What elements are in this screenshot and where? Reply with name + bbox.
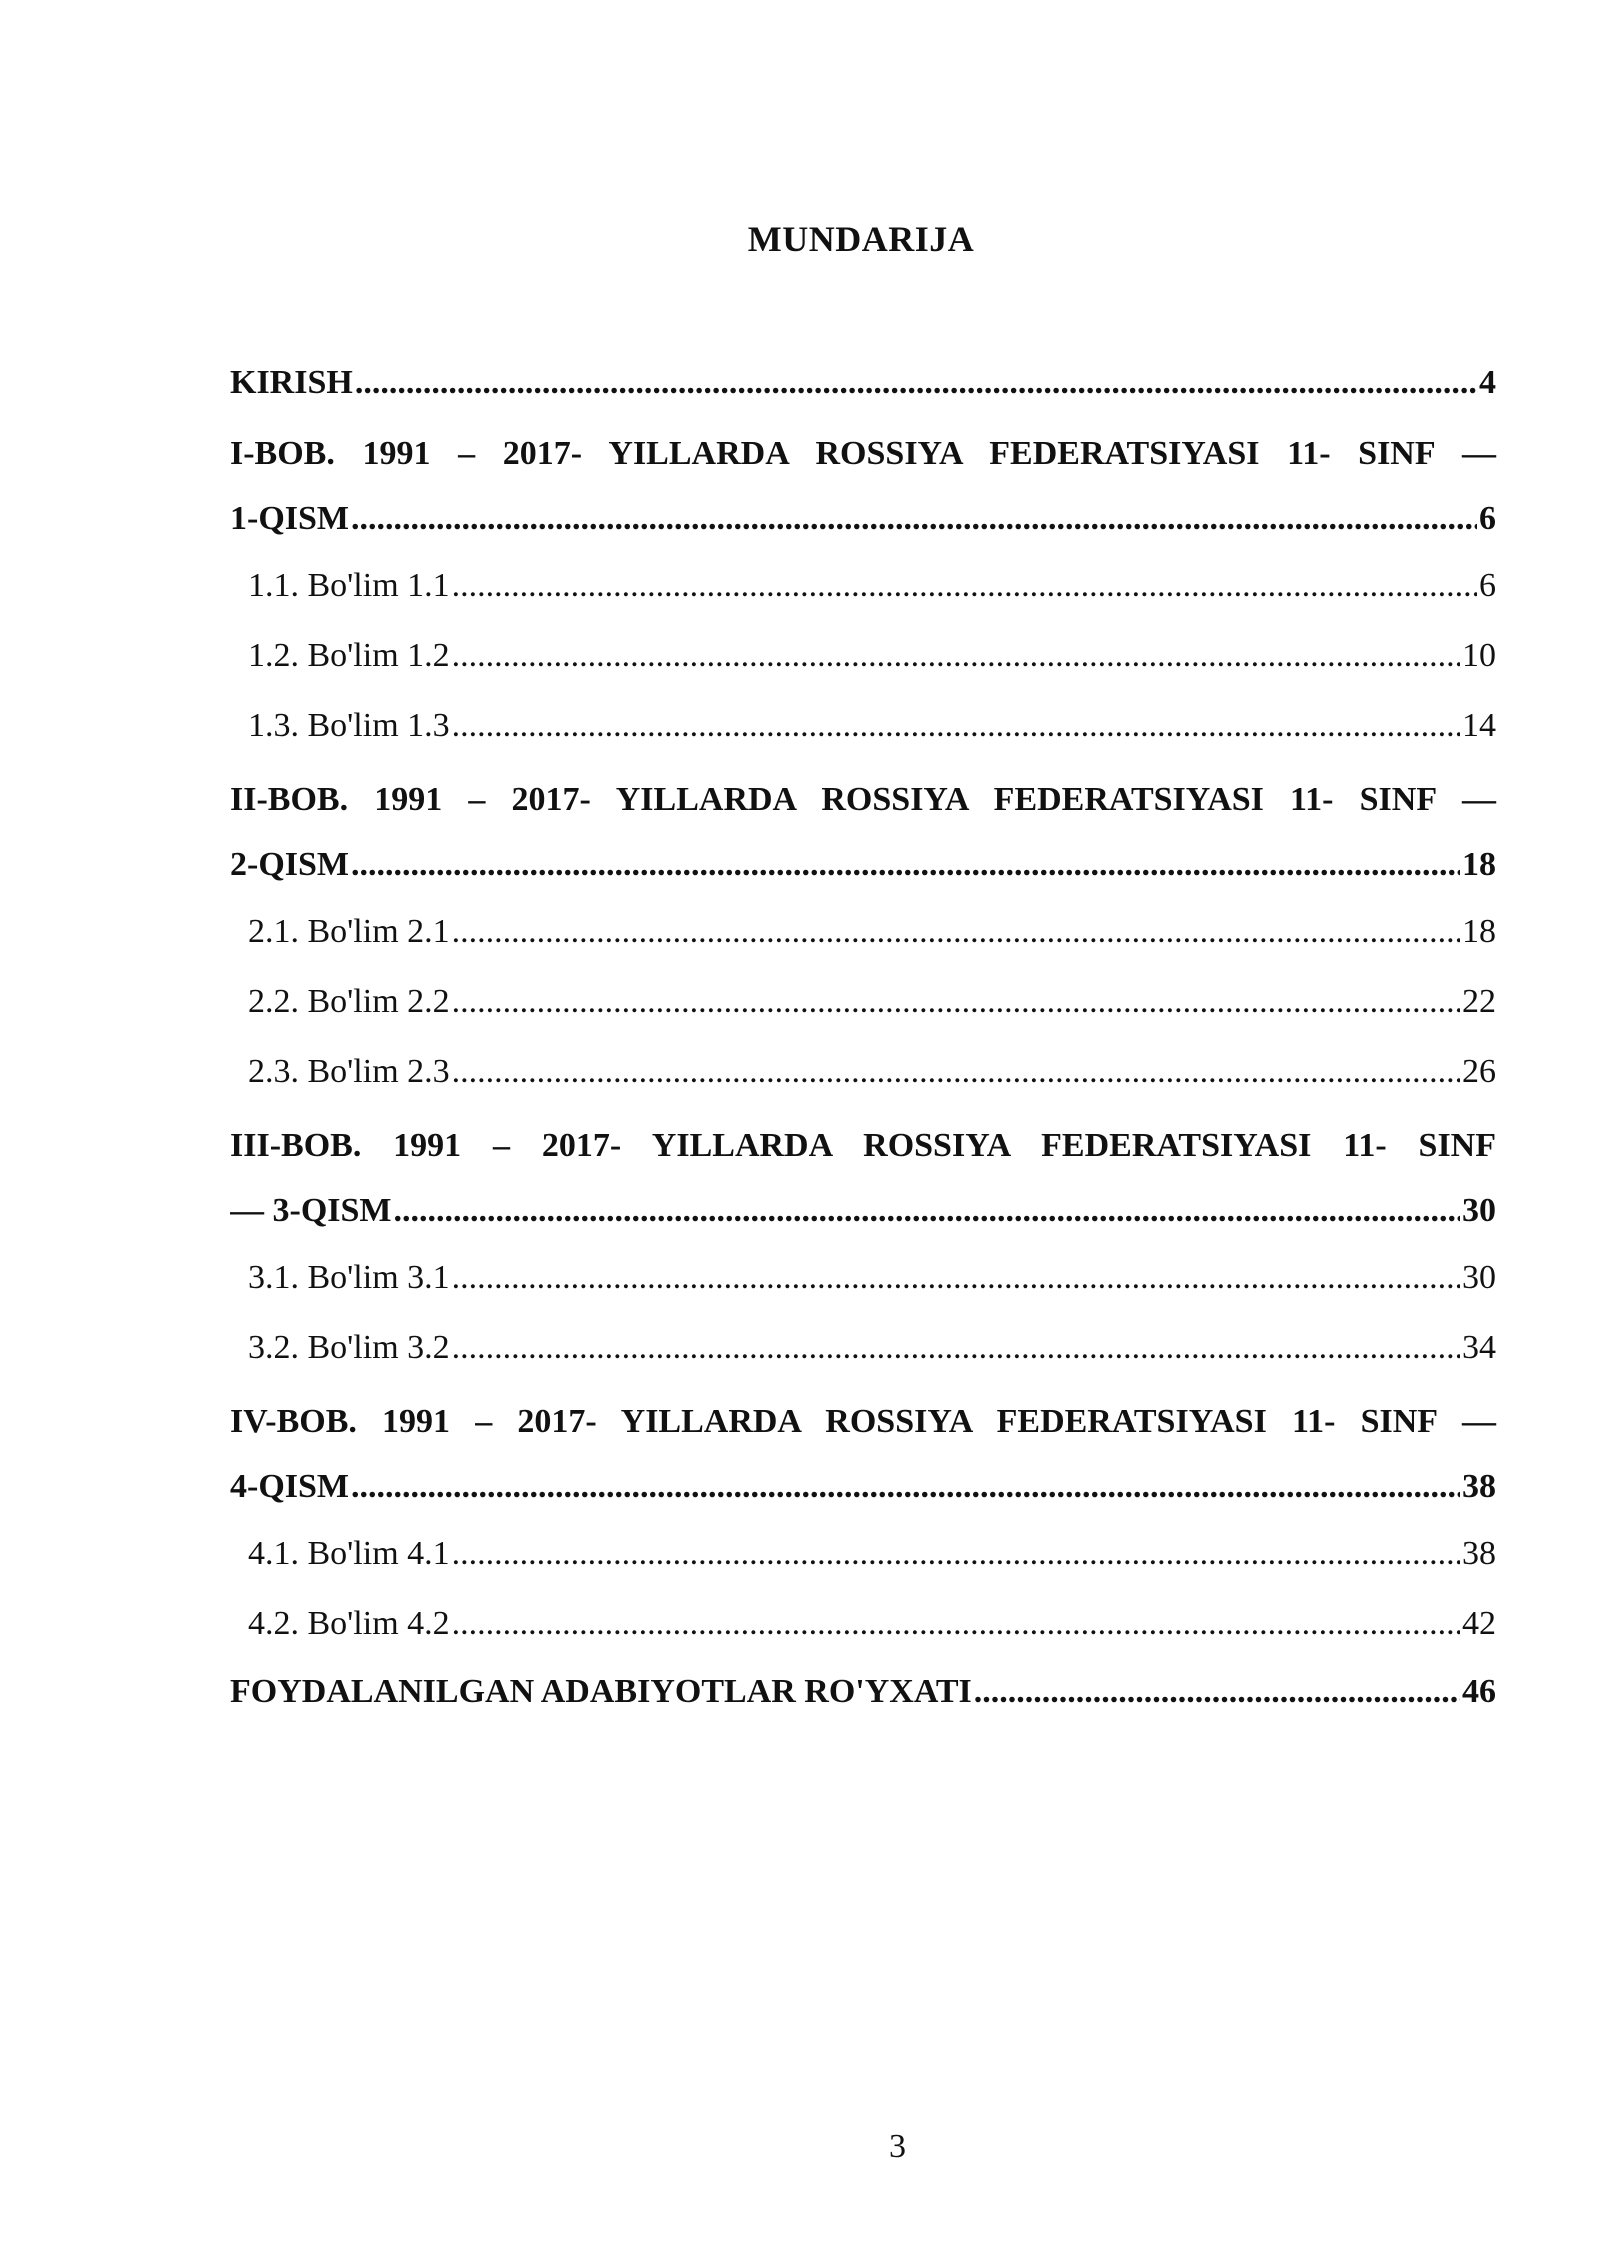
dot-leader xyxy=(452,1243,1460,1313)
toc-entry-page: 38 xyxy=(1462,1535,1496,1572)
chapter-title-continuation xyxy=(230,486,1496,551)
toc-entry-label: 1.3. Bo'lim 1.3 xyxy=(248,707,450,744)
toc-section-2-3[interactable] xyxy=(230,1037,1496,1107)
table-of-contents xyxy=(230,350,1496,1724)
chapter-title-continuation xyxy=(230,1454,1496,1519)
toc-section-3-2[interactable] xyxy=(230,1313,1496,1383)
toc-chapter-3[interactable] xyxy=(230,1113,1496,1243)
toc-section-1-2[interactable] xyxy=(230,621,1496,691)
chapter-title-line: I-BOB. 1991 – 2017- YILLARDA ROSSIYA FEDERATSIYASI 11- SINF — xyxy=(230,435,1496,472)
chapter-title-line: IV-BOB. 1991 – 2017- YILLARDA ROSSIYA FEDERATSIYASI 11- SINF — xyxy=(230,1403,1496,1440)
toc-entry-page: 30 xyxy=(1462,1259,1496,1296)
toc-entry-label: — 3-QISM xyxy=(230,1192,392,1229)
chapter-title-line: II-BOB. 1991 – 2017- YILLARDA ROSSIYA FEDERATSIYASI 11- SINF — xyxy=(230,781,1496,818)
dot-leader xyxy=(452,691,1460,761)
toc-entry-intro[interactable] xyxy=(230,350,1496,415)
toc-chapter-2[interactable] xyxy=(230,767,1496,897)
toc-section-3-1[interactable] xyxy=(230,1243,1496,1313)
toc-chapter-1[interactable] xyxy=(230,421,1496,551)
toc-section-1-3[interactable] xyxy=(230,691,1496,761)
toc-entry-label: 1.2. Bo'lim 1.2 xyxy=(248,637,450,674)
toc-entry-page: 42 xyxy=(1462,1605,1496,1642)
chapter-title-continuation xyxy=(230,832,1496,897)
toc-entry-label: 4.1. Bo'lim 4.1 xyxy=(248,1535,450,1572)
toc-entry-references[interactable] xyxy=(230,1659,1496,1724)
toc-entry-page: 46 xyxy=(1462,1673,1496,1710)
toc-chapter-4[interactable] xyxy=(230,1389,1496,1519)
dot-leader xyxy=(974,1659,1460,1724)
toc-entry-page: 18 xyxy=(1462,846,1496,883)
toc-section-2-2[interactable] xyxy=(230,967,1496,1037)
toc-entry-label: 1.1. Bo'lim 1.1 xyxy=(248,567,450,604)
dot-leader xyxy=(452,967,1460,1037)
toc-entry-label: KIRISH xyxy=(230,364,353,401)
toc-entry-label: 2.2. Bo'lim 2.2 xyxy=(248,983,450,1020)
toc-section-4-2[interactable] xyxy=(230,1589,1496,1659)
toc-entry-label: 1-QISM xyxy=(230,500,349,537)
toc-entry-page: 6 xyxy=(1479,500,1496,537)
toc-entry-label: 2.3. Bo'lim 2.3 xyxy=(248,1053,450,1090)
toc-entry-page: 18 xyxy=(1462,913,1496,950)
chapter-title-continuation xyxy=(230,1178,1496,1243)
dot-leader xyxy=(351,1454,1460,1519)
dot-leader xyxy=(355,350,1477,415)
toc-entry-label: 4-QISM xyxy=(230,1468,349,1505)
toc-entry-label: 2-QISM xyxy=(230,846,349,883)
toc-section-2-1[interactable] xyxy=(230,897,1496,967)
toc-section-4-1[interactable] xyxy=(230,1519,1496,1589)
toc-entry-page: 14 xyxy=(1462,707,1496,744)
toc-section-1-1[interactable] xyxy=(230,551,1496,621)
dot-leader xyxy=(452,897,1460,967)
page-number: 3 xyxy=(889,2128,906,2165)
toc-entry-label: 3.2. Bo'lim 3.2 xyxy=(248,1329,450,1366)
toc-entry-page: 4 xyxy=(1479,364,1496,401)
dot-leader xyxy=(452,1037,1460,1107)
dot-leader xyxy=(452,1589,1460,1659)
toc-entry-page: 34 xyxy=(1462,1329,1496,1366)
dot-leader xyxy=(351,486,1477,551)
dot-leader xyxy=(452,1519,1460,1589)
toc-entry-page: 30 xyxy=(1462,1192,1496,1229)
toc-entry-label: FOYDALANILGAN ADABIYOTLAR RO'YXATI xyxy=(230,1673,972,1710)
toc-entry-page: 38 xyxy=(1462,1468,1496,1505)
dot-leader xyxy=(452,551,1477,621)
toc-entry-page: 10 xyxy=(1462,637,1496,674)
chapter-title-line: III-BOB. 1991 – 2017- YILLARDA ROSSIYA FEDERATSIYASI 11- SINF xyxy=(230,1127,1496,1164)
toc-entry-label: 3.1. Bo'lim 3.1 xyxy=(248,1259,450,1296)
toc-entry-page: 6 xyxy=(1479,567,1496,604)
dot-leader xyxy=(351,832,1460,897)
dot-leader xyxy=(394,1178,1461,1243)
page-title: MUNDARIJA xyxy=(747,219,975,259)
toc-entry-page: 26 xyxy=(1462,1053,1496,1090)
toc-entry-label: 2.1. Bo'lim 2.1 xyxy=(248,913,450,950)
dot-leader xyxy=(452,621,1460,691)
toc-entry-label: 4.2. Bo'lim 4.2 xyxy=(248,1605,450,1642)
dot-leader xyxy=(452,1313,1460,1383)
toc-entry-page: 22 xyxy=(1462,983,1496,1020)
